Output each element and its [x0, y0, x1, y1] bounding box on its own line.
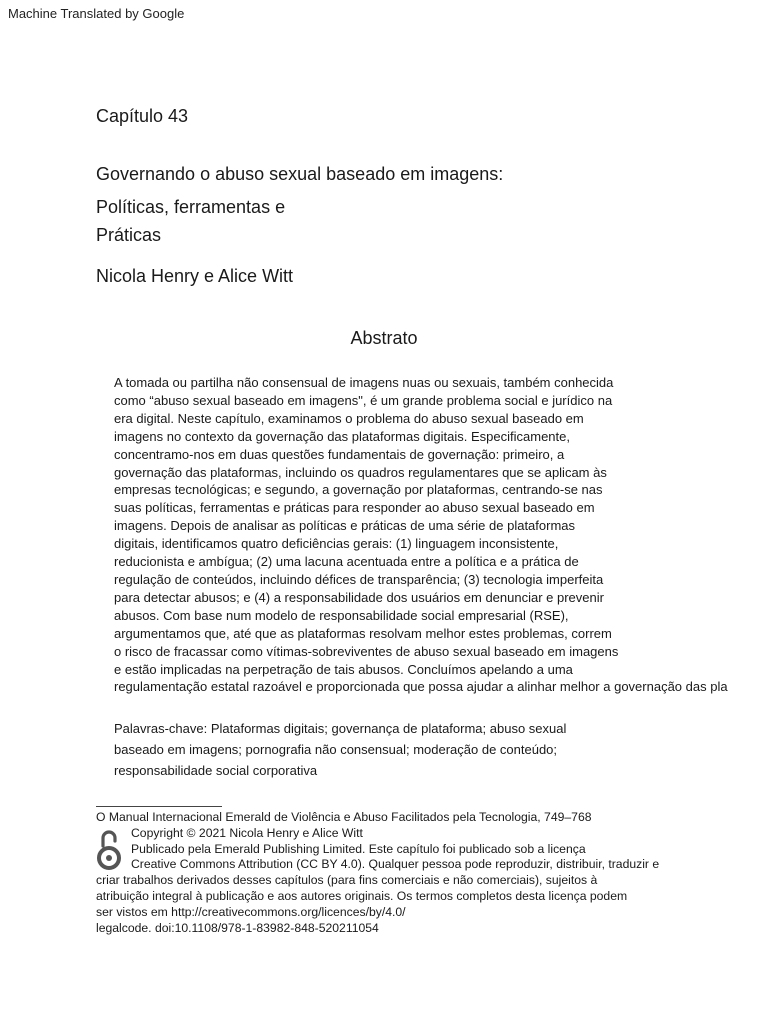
abstract-line: empresas tecnológicas; e segundo, a governação por plataformas, centrando-se nas [114, 482, 603, 498]
chapter-title-line-2: Políticas, ferramentas e [96, 197, 286, 217]
chapter-number: Capítulo 43 [96, 106, 189, 126]
abstract-line: regulamentação estatal razoável e proporcionada que possa ajudar a alinhar melhor a governação das pla [114, 679, 728, 695]
machine-translation-banner: Machine Translated by Google [8, 6, 185, 21]
footnote-divider [96, 806, 222, 807]
abstract-line: regulação de conteúdos, incluindo défices de transparência; (3) tecnologia imperfeita [114, 571, 604, 587]
abstract-line: argumentamos que, até que as plataformas resolvam melhor estes problemas, correm [114, 625, 612, 641]
abstract-line: como “abuso sexual baseado em imagens", é um grande problema social e jurídico na [114, 392, 613, 408]
abstract-line: abusos. Com base num modelo de responsabilidade social empresarial (RSE), [114, 607, 569, 623]
abstract-line: A tomada ou partilha não consensual de imagens nuas ou sexuais, também conhecida [114, 375, 614, 390]
abstract-line: e estão implicadas na perpetração de tais abusos. Concluímos apelando a uma [114, 661, 573, 677]
abstract-heading [0, 328, 768, 349]
footnote-block [96, 810, 756, 936]
footnote-license-url: ser vistos em http://creativecommons.org/licences/by/4.0/ [96, 904, 406, 919]
abstract-line: para detectar abusos; e (4) a responsabilidade dos usuários em denunciar e prevenir [114, 589, 604, 605]
footnote-source: O Manual Internacional Emerald de Violência e Abuso Facilitados pela Tecnologia, 749–768 [96, 810, 592, 824]
keywords-line: responsabilidade social corporativa [114, 763, 318, 778]
footnote-line: Creative Commons Attribution (CC BY 4.0). Qualquer pessoa pode reproduzir, distribuir, traduzir e [131, 857, 660, 872]
keywords-line: Palavras-chave: Plataformas digitais; governança de plataforma; abuso sexual [114, 721, 567, 736]
abstract-heading-text: Abstrato [350, 328, 418, 348]
abstract-line: concentramo-nos em duas questões fundamentais de governação: primeiro, a [114, 446, 565, 462]
authors: Nicola Henry e Alice Witt [96, 266, 294, 286]
keywords [114, 718, 754, 781]
abstract-line: governação das plataformas, incluindo os quadros regulamentares que se aplicam às [114, 464, 607, 480]
abstract-line: era digital. Neste capítulo, examinamos o problema do abuso sexual baseado em [114, 410, 584, 426]
abstract-line: imagens. Depois de analisar as políticas e práticas de uma série de plataformas [114, 518, 576, 534]
footnote-line: criar trabalhos derivados desses capítulos (para fins comerciais e não comerciais), sujeitos à [96, 873, 598, 888]
footnote-doi: legalcode. doi:10.1108/978-1-83982-848-520211054 [96, 920, 379, 935]
keywords-line: baseado em imagens; pornografia não consensual; moderação de conteúdo; [114, 742, 558, 757]
abstract-line: o risco de fracassar como vítimas-sobreviventes de abuso sexual baseado em imagens [114, 643, 619, 659]
footnote-line: Publicado pela Emerald Publishing Limited. Este capítulo foi publicado sob a licença [131, 841, 586, 856]
abstract-body [114, 374, 768, 696]
abstract-line: imagens no contexto da governação das plataformas digitais. Especificamente, [114, 428, 570, 444]
footnote-copyright: Copyright © 2021 Nicola Henry e Alice Witt [131, 825, 363, 840]
abstract-line: reducionista e ambígua; (2) uma lacuna acentuada entre a política e a prática de [114, 554, 579, 570]
abstract-line: digitais, identificamos quatro deficiências gerais: (1) linguagem inconsistente, [114, 536, 559, 552]
abstract-line: suas políticas, ferramentas e práticas para responder ao abuso sexual baseado em [114, 500, 595, 516]
chapter-title-line-3: Práticas [96, 225, 162, 245]
footnote-line: atribuição integral à publicação e aos autores originais. Os termos completos desta licença podem [96, 888, 628, 903]
chapter-title-line-1: Governando o abuso sexual baseado em imagens: [96, 164, 504, 184]
